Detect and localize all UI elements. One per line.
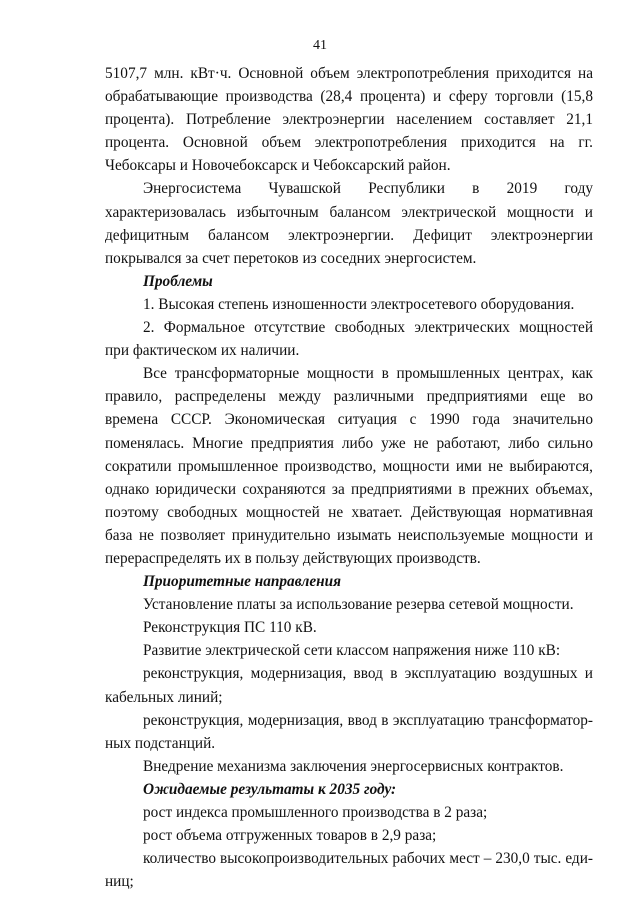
priority-subitem-substations: реконструкция, модернизация, ввод в эксплуатацию трансформаторных подстанций. [105,711,593,752]
priority-item-fee: Установление платы за использование резерва сетевой мощности. [143,596,574,614]
paragraph-intro: 5107,7 млн. кВт·ч. Основной объем электропотребления приходится на обрабатывающие производства (28,4 процента) и сферу торговли (15,8 процента). Потребление электроэнергии населением составляет 21,1 процента. Основной объем электропотребления приходится на гг. Чебоксары и Новочебоксарск и Чебоксарский район. [105,65,593,175]
heading-priority-directions: Приоритетные направления [143,573,342,591]
problem-item-1: 1. Высокая степень изношенности электросетевого оборудования. [143,295,575,313]
paragraph-energy-system: Энергосистема Чувашской Республики в 2019 году характеризовалась избыточным балансом электрической мощности и дефицитным балансом электроэнергии. Дефицит электроэнергии покрывался за счет перетоков из соседних энергосистем. [105,180,593,267]
problem-item-2: 2. Формальное отсутствие свободных электрических мощностей при фактическом их наличии. [105,319,593,360]
result-item-workplaces: количество высокопроизводительных рабочих мест – 230,0 тыс. единиц; [105,850,593,891]
priority-item-substation: Реконструкция ПС 110 кВ. [143,619,317,637]
page-content [105,62,593,893]
result-item-shipped-goods: рост объема отгруженных товаров в 2,9 раза; [143,827,437,845]
priority-item-grid-development: Развитие электрической сети классом напряжения ниже 110 кВ: [143,642,561,660]
result-item-production-index: рост индекса промышленного производства в 2 раза; [143,804,488,821]
page-number: 41 [313,38,327,53]
heading-expected-results: Ожидаемые результаты к 2035 году: [143,780,397,798]
heading-problems: Проблемы [143,272,213,290]
priority-subitem-lines: реконструкция, модернизация, ввод в эксплуатацию воздушных и кабельных линий; [105,665,593,706]
paragraph-transformer-capacity: Все трансформаторные мощности в промышленных центрах, как правило, распределены между различными предприятиями еще во времена СССР. Экономическая ситуация с 1990 года значительно поменялась. Многие предприятия либо уже не работают, либо сильно сократили промышленное производство, мощности ими не выбираются, однако юридически сохраняются за предприятиями в прежних объемах, поэтому свободных мощностей не хватает. Действующая нормативная база не позволяет принудительно изымать неиспользуемые мощности и перераспределять их в пользу действующих производств. [105,365,593,567]
priority-item-energy-service: Внедрение механизма заключения энергосервисных контрактов. [143,757,564,775]
